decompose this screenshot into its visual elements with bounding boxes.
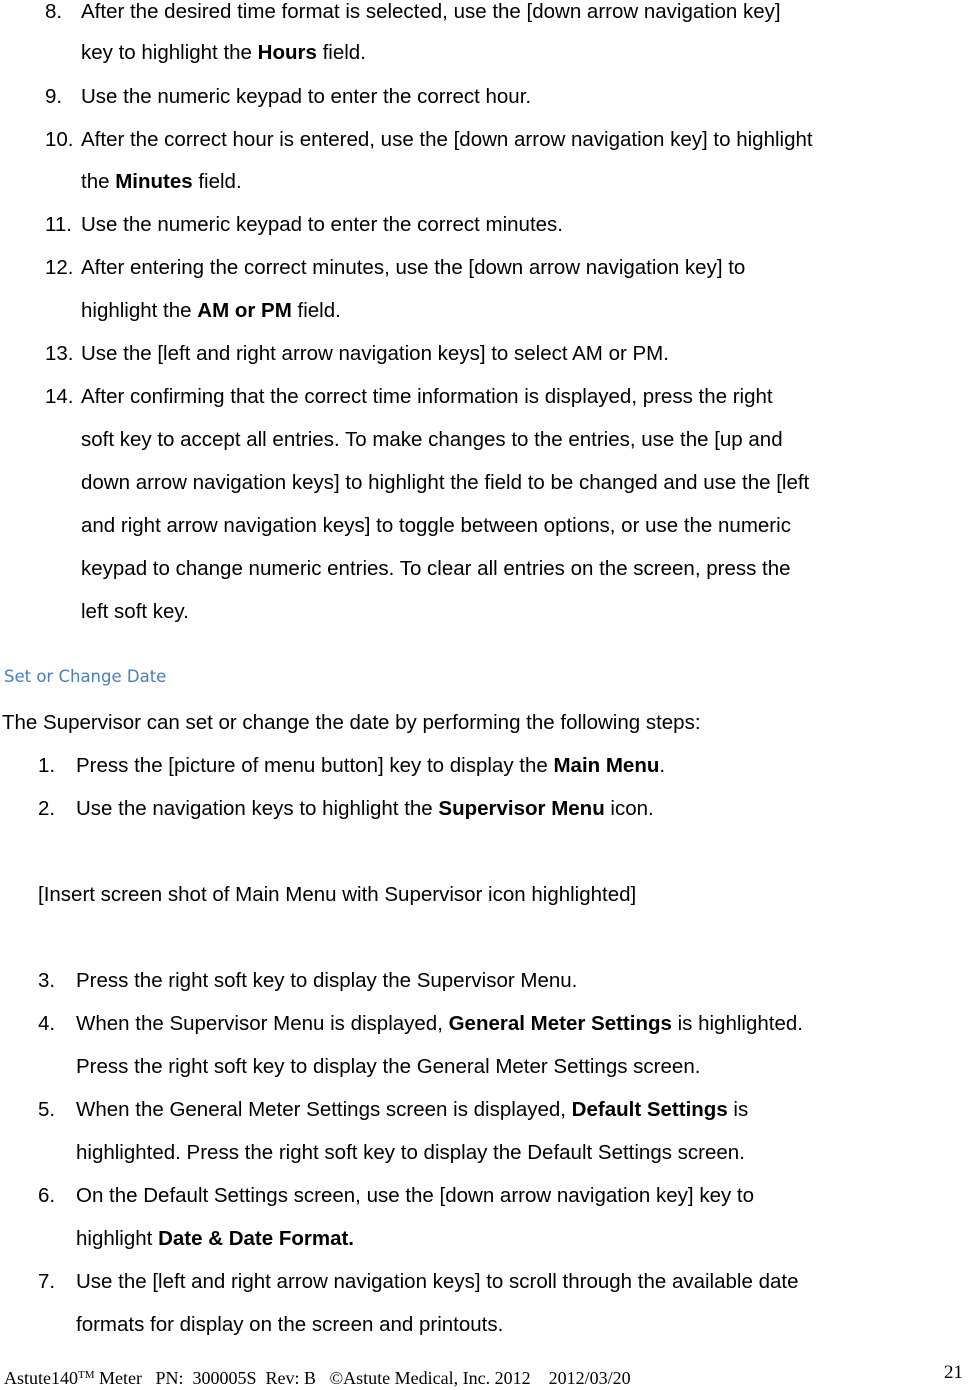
screenshot-placeholder: [Insert screen shot of Main Menu with Supervisor icon highlighted] (38, 883, 637, 906)
step-number: 10. (45, 128, 74, 151)
step-text: Use the numeric keypad to enter the correct minutes. (81, 213, 563, 236)
step-text: Use the [left and right arrow navigation keys] to scroll through the available date (76, 1270, 799, 1293)
step-text: Press the right soft key to display the Supervisor Menu. (76, 969, 578, 992)
step-text: keypad to change numeric entries. To clear all entries on the screen, press the (81, 557, 791, 580)
step-text: left soft key. (81, 600, 189, 623)
step-text: When the Supervisor Menu is displayed, General Meter Settings is highlighted. (76, 1012, 803, 1035)
step-number: 14. (45, 385, 74, 408)
step-text: key to highlight the Hours field. (81, 41, 366, 64)
step-text: After confirming that the correct time information is displayed, press the right (81, 385, 773, 408)
step-number: 5. (38, 1098, 56, 1121)
step-text: and right arrow navigation keys] to toggle between options, or use the numeric (81, 514, 791, 537)
step-text: the Minutes field. (81, 170, 242, 193)
step-text: highlighted. Press the right soft key to display the Default Settings screen. (76, 1141, 745, 1164)
step-text: After entering the correct minutes, use the [down arrow navigation key] to (81, 256, 746, 279)
step-number: 8. (45, 0, 63, 23)
step-text: When the General Meter Settings screen is displayed, Default Settings is (76, 1098, 749, 1121)
step-number: 7. (38, 1270, 56, 1293)
section-intro: The Supervisor can set or change the date by performing the following steps: (2, 711, 701, 734)
step-number: 12. (45, 256, 74, 279)
page-number: 21 (944, 1362, 963, 1383)
step-text: highlight the AM or PM field. (81, 299, 341, 322)
step-text: Use the [left and right arrow navigation keys] to select AM or PM. (81, 342, 669, 365)
step-text: After the correct hour is entered, use the [down arrow navigation key] to highlight (81, 128, 813, 151)
step-text: highlight Date & Date Format. (76, 1227, 354, 1250)
step-text: Press the right soft key to display the General Meter Settings screen. (76, 1055, 701, 1078)
step-number: 2. (38, 797, 56, 820)
step-number: 11. (45, 213, 72, 236)
step-number: 1. (38, 754, 56, 777)
step-text: On the Default Settings screen, use the [down arrow navigation key] key to (76, 1184, 755, 1207)
step-text: soft key to accept all entries. To make changes to the entries, use the [up and (81, 428, 783, 451)
step-number: 6. (38, 1184, 56, 1207)
step-text: Use the navigation keys to highlight the Supervisor Menu icon. (76, 797, 654, 820)
step-text: Press the [picture of menu button] key to display the Main Menu. (76, 754, 666, 777)
step-number: 3. (38, 969, 56, 992)
step-number: 4. (38, 1012, 56, 1035)
step-number: 9. (45, 85, 63, 108)
step-text: formats for display on the screen and printouts. (76, 1313, 504, 1336)
step-text: down arrow navigation keys] to highlight the field to be changed and use the [left (81, 471, 810, 494)
step-number: 13. (45, 342, 74, 365)
section-heading: Set or Change Date (4, 667, 167, 686)
page-footer: Astute140™ Meter PN: 300005S Rev: B ©Astute Medical, Inc. 2012 2012/03/20 (4, 1368, 631, 1388)
step-text: Use the numeric keypad to enter the correct hour. (81, 85, 532, 108)
step-text: After the desired time format is selected, use the [down arrow navigation key] (81, 0, 781, 23)
